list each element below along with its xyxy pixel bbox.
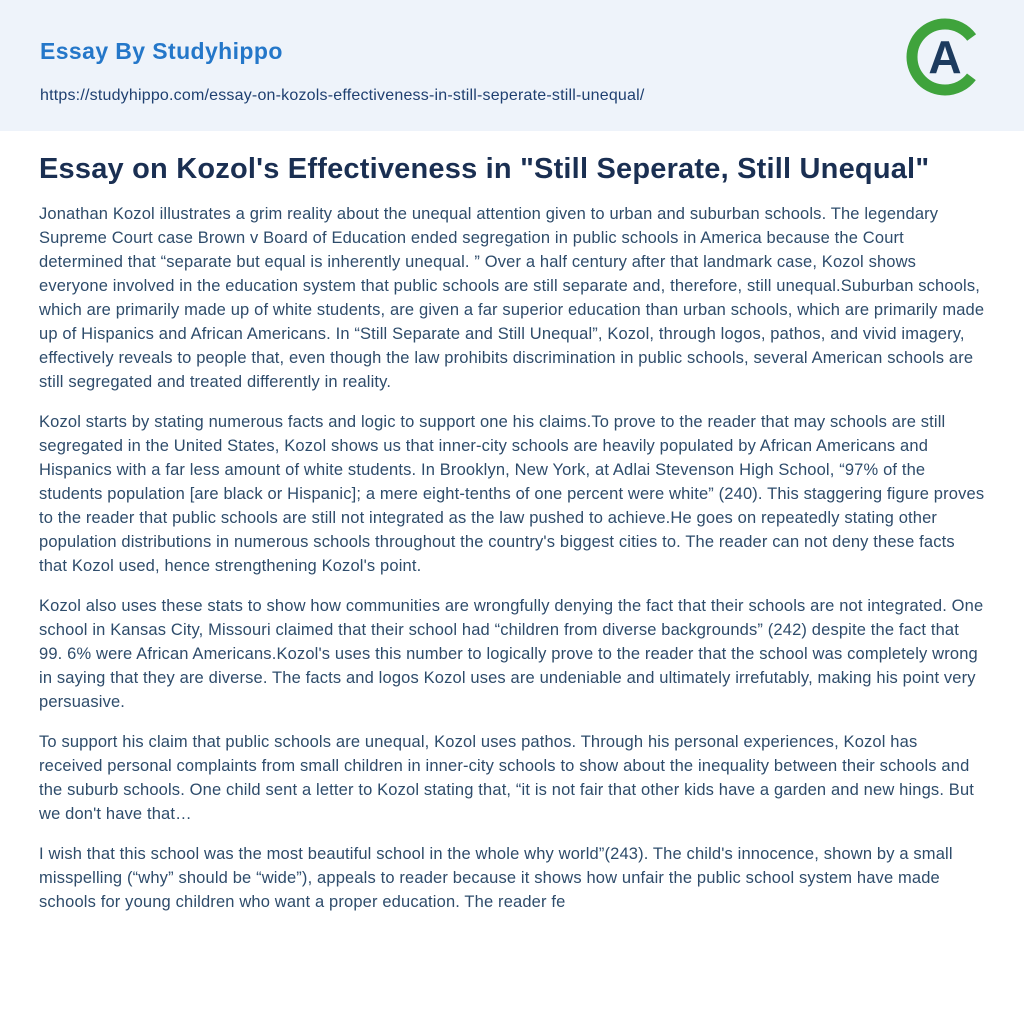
logo-ring-icon: [905, 17, 985, 97]
site-title: Essay By Studyhippo: [40, 38, 283, 64]
page-header: [0, 0, 1024, 131]
essay-content: [0, 131, 1024, 914]
essay-url-link[interactable]: https://studyhippo.com/essay-on-kozols-effectiveness-in-still-seperate-still-unequal/: [40, 87, 645, 104]
studyhippo-logo[interactable]: [905, 17, 985, 97]
essay-paragraph-2: Kozol starts by stating numerous facts and logic to support one his claims.To prove to the reader that may schools are still segregated in the United States, Kozol shows us that inner-city schools are heavily populated by African Americans and Hispanics with a far less amount of white students. In Brooklyn, New York, at Adlai Stevenson High School, “97% of the students population [are black or Hispanic]; a mere eight-tenths of one percent were white” (240). This staggering figure proves to the reader that public schools are still not integrated as the law pushed to achieve.He goes on repeatedly stating other population distributions in numerous schools throughout the country's biggest cities to. The reader can not deny these facts that Kozol used, hence strengthening Kozol's point.: [39, 413, 985, 575]
essay-paragraph-5: I wish that this school was the most beautiful school in the whole why world”(243). The child's innocence, shown by a small misspelling (“why” should be “wide”), appeals to reader because it shows how unfair the public school system have made schools for young children who want a proper education. The reader fe: [39, 845, 953, 911]
essay-paragraph-3: Kozol also uses these stats to show how communities are wrongfully denying the fact that their schools are not integrated. One school in Kansas City, Missouri claimed that their school had “children from diverse backgrounds” (242) despite the fact that 99. 6% were African Americans.Kozol's uses this number to logically prove to the reader that the school was completely wrong in saying that they are diverse. The facts and logos Kozol uses are undeniable and ultimately irrefutably, making his point very persuasive.: [39, 597, 984, 711]
logo-letter: A: [928, 31, 962, 83]
essay-paragraph-1: Jonathan Kozol illustrates a grim reality about the unequal attention given to urban and suburban schools. The legendary Supreme Court case Brown v Board of Education ended segregation in public schools in America because the Court determined that “separate but equal is inherently unequal. ” Over a half century after that landmark case, Kozol shows everyone involved in the education system that public schools are still separate and, therefore, still unequal.Suburban schools, which are primarily made up of white students, are given a far superior education than urban schools, which are primarily made up of Hispanics and African Americans. In “Still Separate and Still Unequal”, Kozol, through logos, pathos, and vivid imagery, effectively reveals to people that, even though the law prohibits discrimination in public schools, several American schools are still segregated and treated differently in reality.: [39, 205, 985, 391]
essay-title: Essay on Kozol's Effectiveness in "Still Seperate, Still Unequal": [39, 153, 930, 185]
essay-paragraph-4: To support his claim that public schools are unequal, Kozol uses pathos. Through his personal experiences, Kozol has received personal complaints from small children in inner-city schools to show about the inequality between their schools and the suburb schools. One child sent a letter to Kozol stating that, “it is not fair that other kids have a garden and new hings. But we don't have that…: [39, 733, 975, 823]
